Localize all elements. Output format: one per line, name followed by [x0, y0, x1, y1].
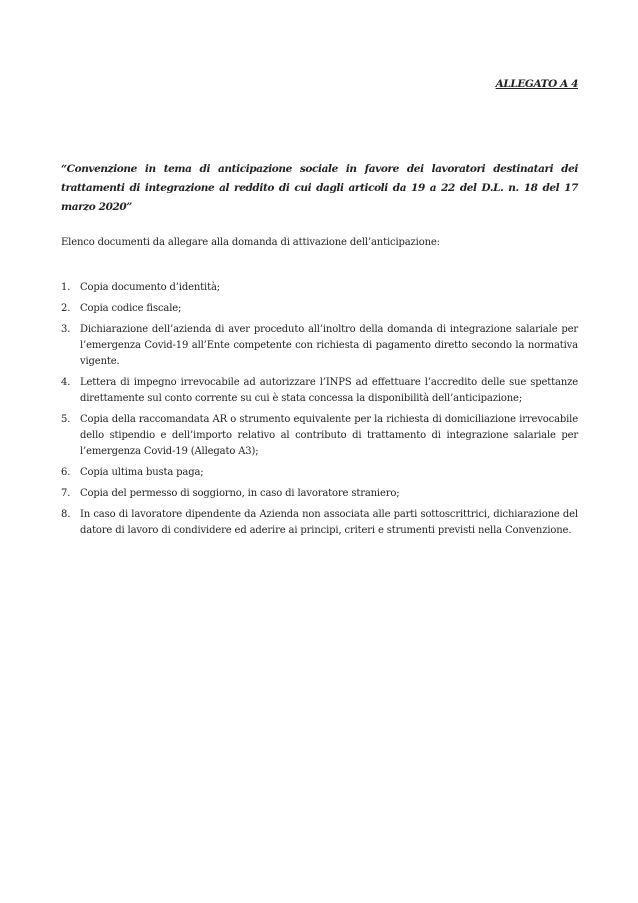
list-item-number: 3.	[61, 324, 71, 335]
list-item-text: Dichiarazione dell’azienda di aver proceduto all’inoltro della domanda di integrazione salariale per l’emergenza Covid-19 all’Ente competente con richiesta di pagamento diretto secondo la normativa vigente.	[80, 324, 578, 367]
list-item	[61, 280, 578, 296]
intro-paragraph: Elenco documenti da allegare alla domanda di attivazione dell’anticipazione:	[61, 237, 440, 248]
list-item	[61, 412, 578, 460]
list-item-text: Copia documento d’identità;	[80, 282, 220, 293]
list-item-number: 1.	[61, 282, 71, 293]
list-item-number: 6.	[61, 467, 71, 478]
list-item-text: Copia codice fiscale;	[80, 303, 182, 314]
list-item-text: In caso di lavoratore dipendente da Azienda non associata alle parti sottoscrittrici, dichiarazione del datore di lavoro di condividere ed aderire ai principi, criteri e strumenti previsti nella Convenzione.	[80, 509, 578, 536]
document-title: “Convenzione in tema di anticipazione sociale in favore dei lavoratori destinatari dei trattamenti di integrazione al reddito di cui dagli articoli da 19 a 22 del D.L. n. 18 del 17 marzo 2020”	[61, 163, 578, 213]
documents-list	[61, 280, 578, 544]
list-item	[61, 301, 578, 317]
list-item	[61, 322, 578, 370]
list-item	[61, 486, 578, 502]
list-item	[61, 465, 578, 481]
list-item	[61, 507, 578, 539]
list-item-number: 4.	[61, 377, 71, 388]
list-item-number: 2.	[61, 303, 71, 314]
list-item-text: Copia ultima busta paga;	[80, 467, 204, 478]
list-item-number: 8.	[61, 509, 71, 520]
list-item-text: Copia del permesso di soggiorno, in caso di lavoratore straniero;	[80, 488, 400, 499]
list-item-number: 5.	[61, 414, 71, 425]
list-item-text: Lettera di impegno irrevocabile ad autorizzare l’INPS ad effettuare l’accredito delle sue spettanze direttamente sul conto corrente su cui è stata concessa la disponibilità dell’anticipazione;	[80, 377, 578, 404]
list-item	[61, 375, 578, 407]
list-item-text: Copia della raccomandata AR o strumento equivalente per la richiesta di domiciliazione irrevocabile dello stipendio e dell’importo relativo al contributo di trattamento di integrazione salariale per l’emergenza Covid-19 (Allegato A3);	[80, 414, 578, 457]
attachment-label: ALLEGATO A 4	[495, 78, 578, 90]
list-item-number: 7.	[61, 488, 71, 499]
